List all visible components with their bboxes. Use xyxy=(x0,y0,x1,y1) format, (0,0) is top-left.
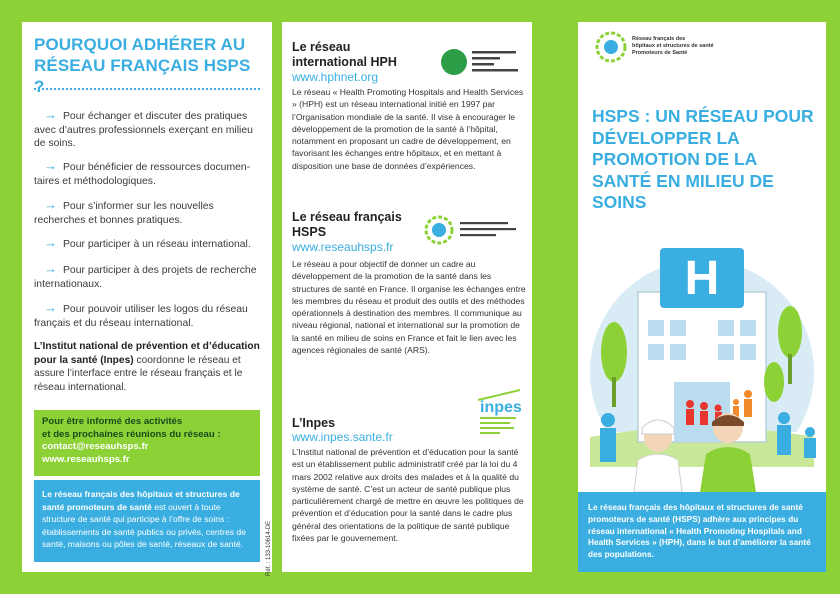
hsps-url-link[interactable]: www.reseauhsps.fr xyxy=(292,240,394,254)
hsps-title: Le réseau français HSPS xyxy=(292,210,402,239)
reason-item: → Pour pouvoir utiliser les logos du réseau français et du réseau international. xyxy=(34,300,248,329)
inpes-title: L’Inpes xyxy=(292,416,336,430)
hsps-description: Le réseau a pour objectif de donner un cadre au développement de la promotion de la santé dans les structures de santé en France. Il organise les échanges entre les membres du réseau et produit des outils et des méthodes opérationnels à destination des membres. Il communique au niveau régional, national et international sur la promotion de la santé en milieu de soins en France et fait le lien avec les agences régionales de santé (ARS). xyxy=(292,259,526,356)
arrow-right-icon: → xyxy=(44,158,57,173)
hsps-logo-icon xyxy=(424,214,524,246)
arrow-right-icon: → xyxy=(44,197,57,212)
panel-networks xyxy=(282,22,532,572)
hph-title: Le réseau international HPH xyxy=(292,40,397,69)
arrow-right-icon: → xyxy=(44,300,57,315)
dotted-divider xyxy=(34,88,260,90)
reason-item: → Pour s’informer sur les nouvelles recherches et bonnes pratiques. xyxy=(34,197,214,226)
panel-why-join xyxy=(22,22,272,572)
hsps-network-logo-icon xyxy=(594,30,734,64)
hph-logo-icon xyxy=(440,47,524,77)
arrow-right-icon: → xyxy=(44,261,57,276)
reference-code xyxy=(262,300,272,580)
cover-footer-text: Le réseau français des hôpitaux et structures de santé promoteurs de santé (HSPS) adhère aux principes du réseau international « Health Promoting Hospitals and Health Services » (HPH), dans le but d’améliorer la santé des populations. xyxy=(578,492,826,572)
reason-item: → Pour participer à des projets de recherche internationaux. xyxy=(34,261,257,290)
hph-description: Le réseau « Health Promoting Hospitals and Health Services » (HPH) est un réseau international initié en 1997 par l’Organisation mondiale de la santé. Il vise à encourager le développement de la promotion de la santé à l’hôpital, notamment en proposant un cadre de développement, en favorisant les échanges entre hôpitaux, et en mettant à disposition une base de données d’expériences. xyxy=(292,87,524,171)
svg-text:Réseau français des: Réseau français des xyxy=(632,36,686,42)
inpes-coordination-text: L’Institut national de prévention et d’éducation pour la santé (Inpes) coordonne le réseau et assure l’interface entre le réseau français et le réseau international. xyxy=(34,341,260,393)
inpes-url-link[interactable]: www.inpes.sante.fr xyxy=(292,430,393,444)
reason-item: → Pour participer à un réseau international. xyxy=(44,235,251,250)
panel-cover xyxy=(578,22,826,572)
svg-text:Réf. : 133-10614-DE: Réf. : 133-10614-DE xyxy=(266,520,272,576)
reason-item: → Pour bénéficier de ressources documen- taires et méthodologiques. xyxy=(34,158,251,187)
contact-email-link[interactable]: contact@reseauhsps.fr xyxy=(42,441,149,452)
arrow-right-icon: → xyxy=(44,235,57,250)
website-link[interactable]: www.reseauhsps.fr xyxy=(42,453,130,465)
cover-title: HSPS : UN RÉSEAU POUR DÉVELOPPER LA PROMOTION DE LA SANTÉ EN MILIEU DE SOINS xyxy=(592,106,814,212)
info-box: Pour être informé des activités et des prochaines réunions du réseau : contact@reseauhsps.fr www.reseauhsps.fr xyxy=(34,410,260,476)
arrow-right-icon: → xyxy=(44,107,57,122)
svg-text:Promoteurs de Santé: Promoteurs de Santé xyxy=(632,50,688,56)
hospital-illustration-icon xyxy=(578,232,826,492)
hph-url-link[interactable]: www.hphnet.org xyxy=(292,70,379,84)
network-open-box: Le réseau français des hôpitaux et structures de santé promoteurs de santé est ouvert à toute structure de santé qui participe à l’offre de soins : établissements de santé publics ou privés, centres de santé, maisons ou pôles de santé, réseaux de santé. xyxy=(34,480,260,562)
inpes-logo-icon xyxy=(472,384,528,438)
svg-text:hôpitaux et structures de sant: hôpitaux et structures de santé xyxy=(632,43,714,49)
svg-text:inpes: inpes xyxy=(480,399,522,416)
inpes-description: L’Institut national de prévention et d’éducation pour la santé est un établissement public administratif créé par la loi du 4 mars 2002 relative aux droits des malades et à la qualité du système de santé. C’est un acteur de santé publique plus particulièrement chargé de mettre en œuvre les politiques de prévention et d’éducation pour la santé dans le cadre plus général des orientations de la politique de santé publique fixées par le gouvernement. xyxy=(292,447,524,544)
svg-text:H: H xyxy=(684,252,720,305)
reason-item: → Pour échanger et discuter des pratiques avec d’autres professionnels exerçant en milieu de soins. xyxy=(34,107,253,149)
panel-title: POURQUOI ADHÉRER AU RÉSEAU FRANÇAIS HSPS ? xyxy=(34,35,251,96)
